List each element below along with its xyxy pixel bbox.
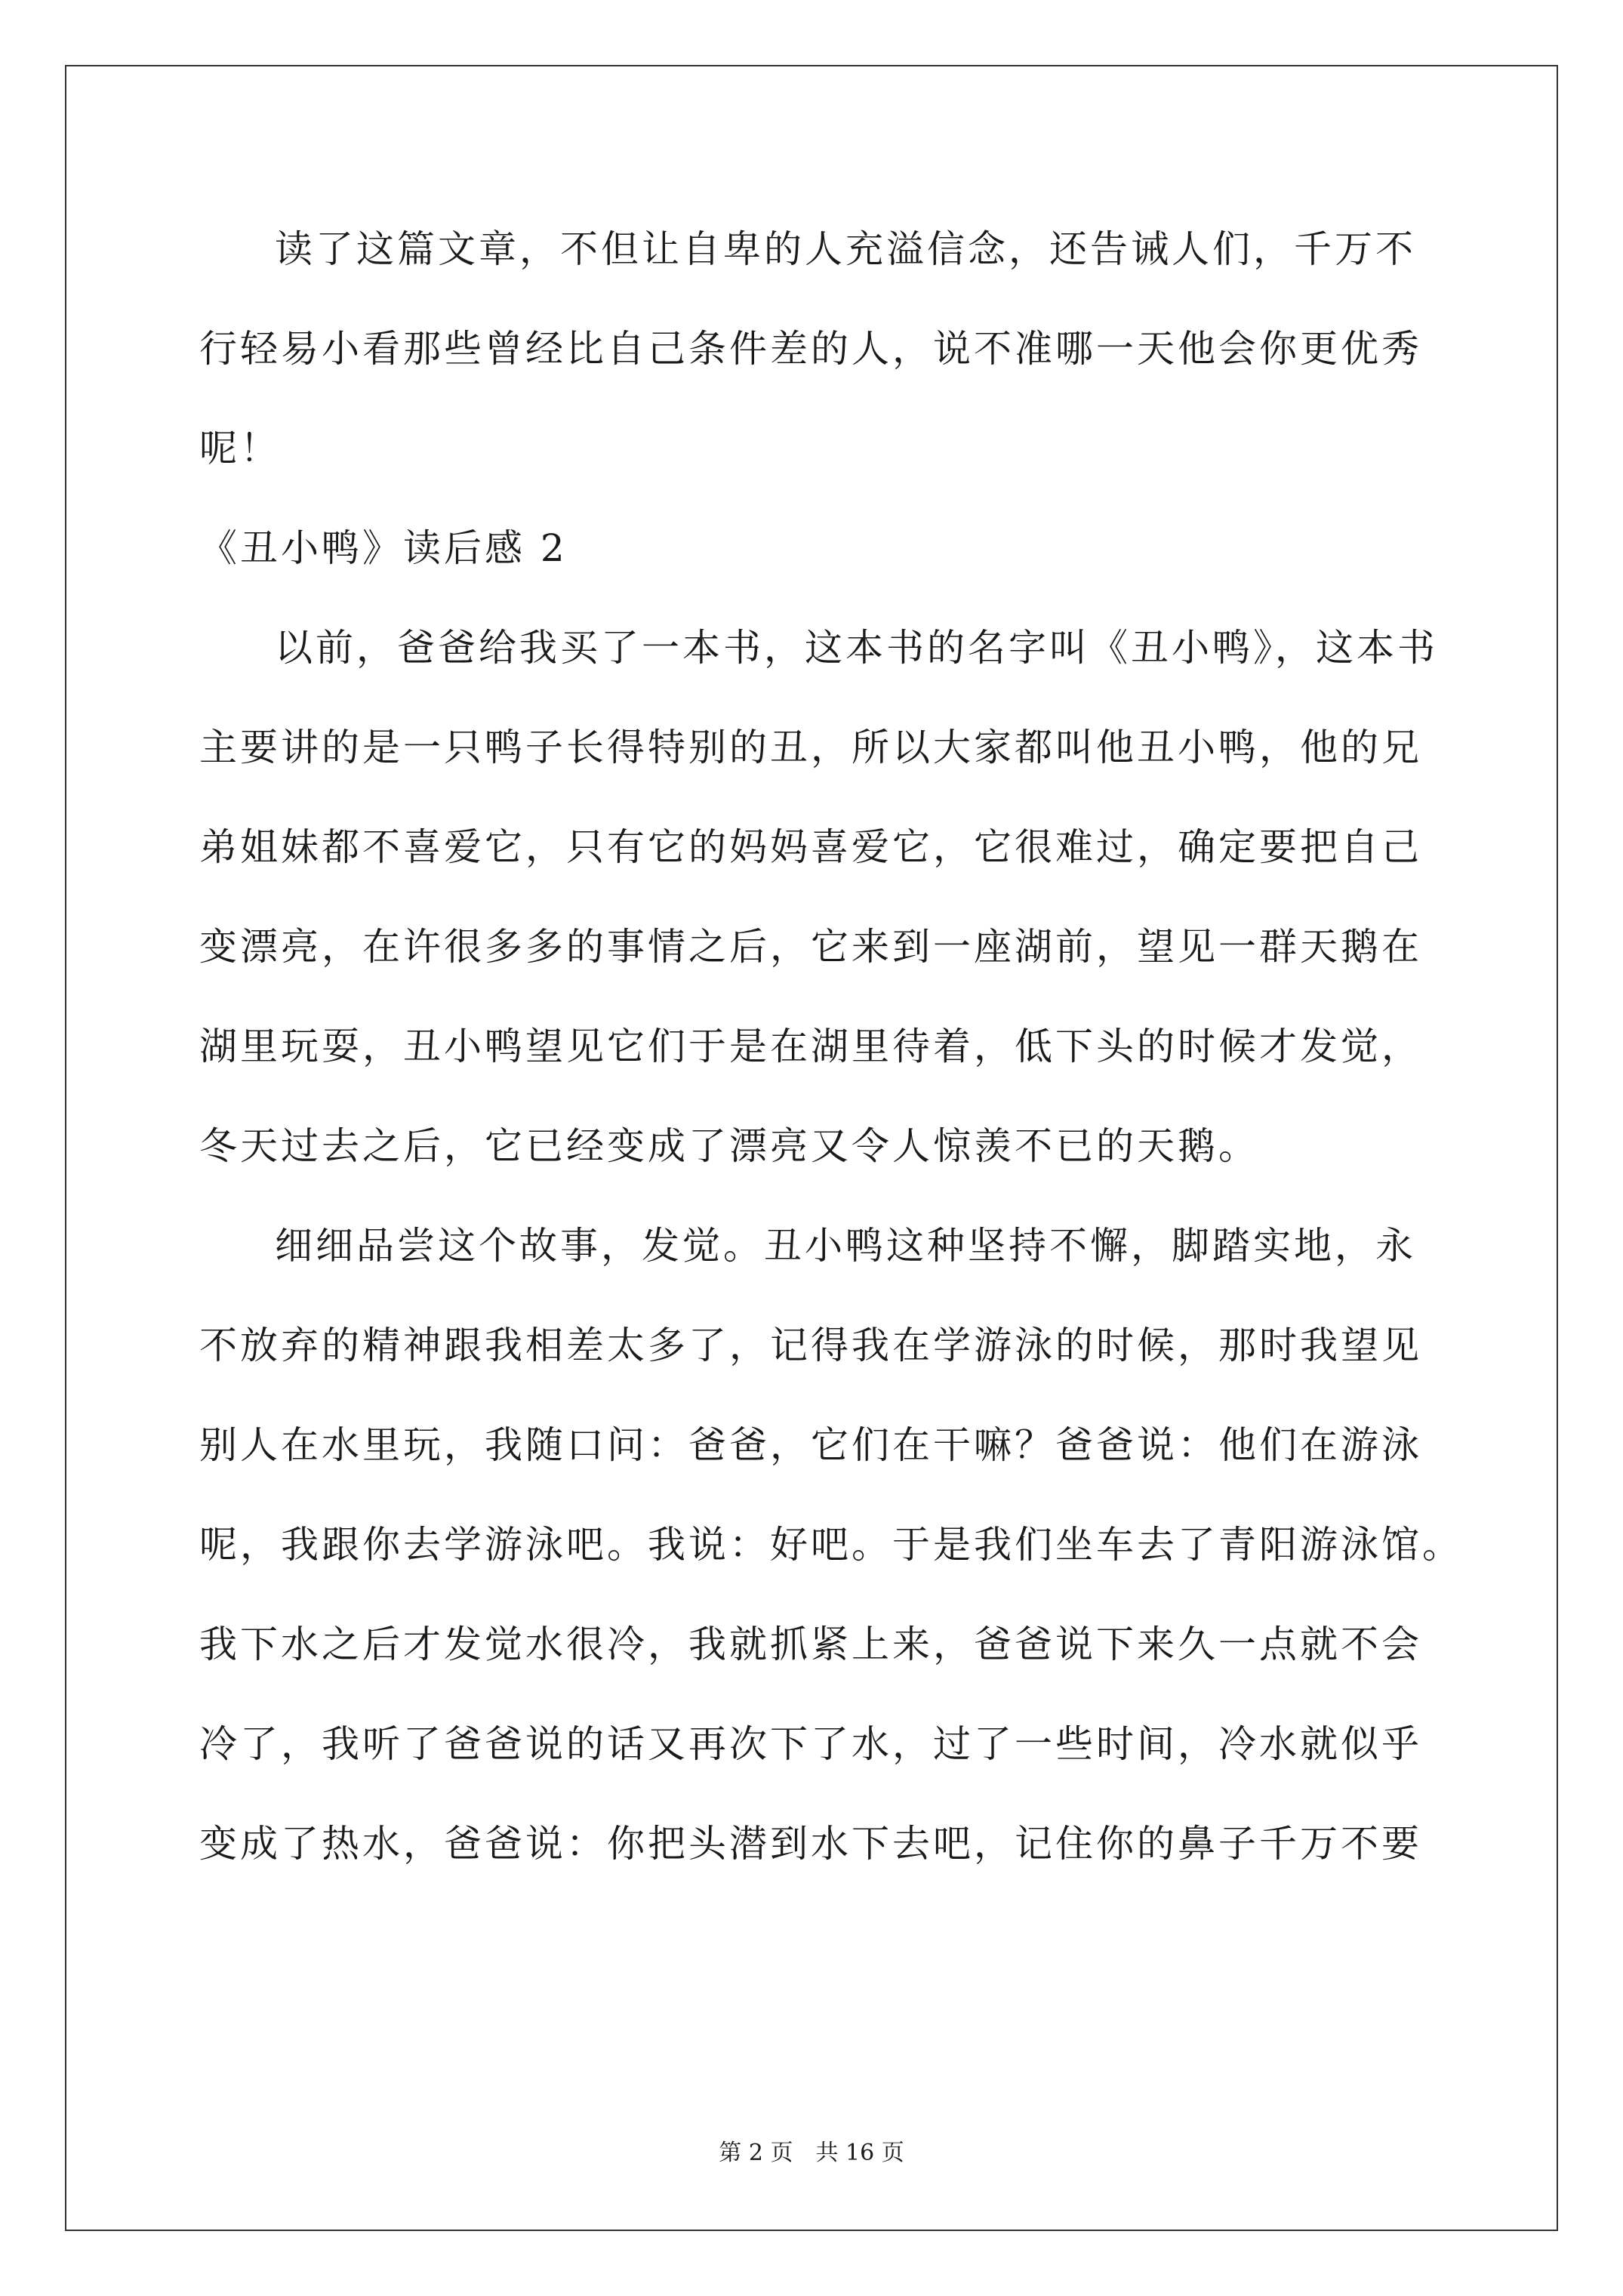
- section-heading: 《丑小鸭》读后感 2: [199, 526, 568, 570]
- paragraph-line: 冷了，我听了爸爸说的话又再次下了水，过了一些时间，冷水就似乎: [199, 1722, 1422, 1766]
- paragraph-line: 以前，爸爸给我买了一本书，这本书的名字叫《丑小鸭》，这本书: [275, 626, 1438, 670]
- page-number-footer: 第 2 页 共 16 页: [719, 2140, 904, 2166]
- paragraph-line: 行轻易小看那些曾经比自己条件差的人，说不准哪一天他会你更优秀: [199, 327, 1422, 371]
- paragraph-line: 不放弃的精神跟我相差太多了，记得我在学游泳的时候，那时我望见: [199, 1324, 1422, 1367]
- paragraph-line: 主要讲的是一只鸭子长得特别的丑，所以大家都叫他丑小鸭，他的兄: [199, 726, 1422, 769]
- paragraph-line: 冬天过去之后，它已经变成了漂亮又令人惊羡不已的天鹅。: [199, 1124, 1259, 1168]
- paragraph-line: 细细品尝这个故事，发觉。丑小鸭这种坚持不懈，脚踏实地，永: [275, 1224, 1416, 1268]
- paragraph-line: 读了这篇文章，不但让自卑的人充溢信念，还告诫人们，千万不: [275, 227, 1416, 271]
- paragraph-line: 变漂亮，在许很多多的事情之后，它来到一座湖前，望见一群天鹅在: [199, 925, 1422, 969]
- paragraph-line: 变成了热水，爸爸说：你把头潜到水下去吧，记住你的鼻子千万不要: [199, 1822, 1422, 1866]
- paragraph-line: 呢！: [199, 427, 281, 470]
- paragraph-line: 弟姐妹都不喜爱它，只有它的妈妈喜爱它，它很难过，确定要把自己: [199, 825, 1422, 869]
- paragraph-line: 我下水之后才发觉水很冷，我就抓紧上来，爸爸说下来久一点就不会: [199, 1623, 1422, 1666]
- paragraph-line: 呢，我跟你去学游泳吧。我说：好吧。于是我们坐车去了青阳游泳馆。: [199, 1523, 1463, 1567]
- paragraph-line: 湖里玩耍，丑小鸭望见它们于是在湖里待着，低下头的时候才发觉，: [199, 1025, 1422, 1068]
- paragraph-line: 别人在水里玩，我随口问：爸爸，它们在干嘛？爸爸说：他们在游泳: [199, 1423, 1422, 1467]
